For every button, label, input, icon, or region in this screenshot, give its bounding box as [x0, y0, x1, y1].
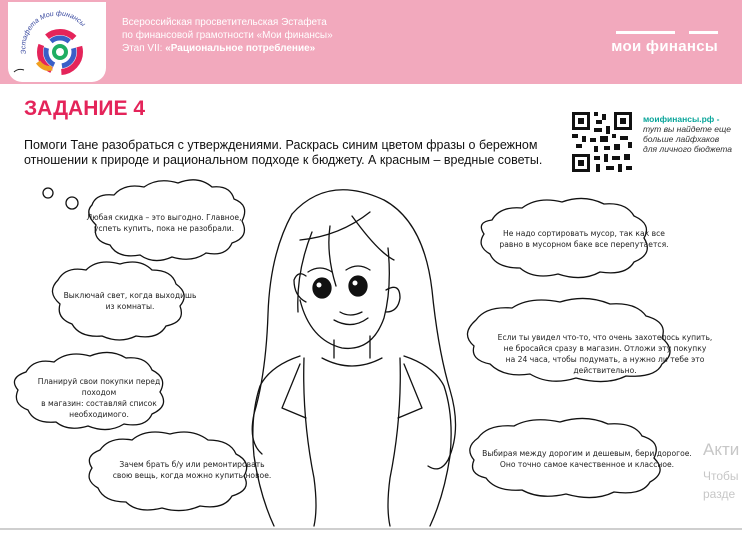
task-instruction: Помоги Тане разобраться с утверждениями. Раскрась синим цветом фразы о бережном отношении к природе и рациональном подходе к бюджету. А красным – вредные советы.	[24, 138, 543, 167]
activation-watermark-line-3: разде	[703, 487, 736, 501]
header-line-1: Всероссийская просветительская Эстафета	[122, 17, 327, 28]
bubble-4-line-2: свою вещь, когда можно купить новое.	[112, 471, 272, 480]
bubble-text-2	[60, 290, 200, 312]
bubble-2-line-2: из комнаты.	[105, 302, 155, 311]
bubble-text-4	[102, 459, 282, 481]
activation-watermark-text	[703, 467, 742, 503]
bubble-7-line-2: Оно точно самое качественное и классное.	[499, 460, 675, 469]
bubble-3-line-1: Планируй свои покупки перед походом	[37, 377, 161, 397]
bubble-1-line-2: успеть купить, пока не разобрали.	[93, 224, 235, 233]
bubble-6-line-1: Если ты увидел что-то, что очень захотелось купить,	[497, 333, 713, 342]
bubble-2-line-1: Выключай свет, когда выходишь	[63, 291, 197, 300]
brand-name: мои финансы	[611, 38, 718, 55]
qr-caption-text: тут вы найдете еще больше лайфхаков для личного бюджета	[643, 124, 732, 154]
bubble-6-line-3: на 24 часа, чтобы подумать, а нужно ли тебе это действительно.	[505, 355, 705, 375]
bubble-text-5	[494, 228, 674, 250]
bubble-text-1	[84, 212, 244, 234]
header-stage-prefix: Этап VII:	[122, 43, 166, 54]
task-title: ЗАДАНИЕ 4	[24, 97, 146, 120]
bottom-divider	[0, 528, 742, 530]
bubble-5-line-1: Не надо сортировать мусор, так как все	[503, 229, 665, 238]
activation-watermark-title: Акти	[703, 440, 740, 459]
logo-text: Эстафета Мои финансы	[20, 10, 87, 55]
bubble-text-6	[476, 332, 734, 376]
bubble-5-line-2: равно в мусорном баке все перепутается.	[499, 240, 669, 249]
bubble-7-line-1: Выбирая между дорогим и дешевым, бери дорогое.	[482, 449, 692, 458]
activation-watermark-line-2: Чтобы	[703, 469, 739, 483]
header-stage-name: «Рациональное потребление»	[165, 43, 316, 54]
thought-dot	[43, 188, 53, 198]
girl-illustration	[252, 190, 455, 526]
site-link[interactable]: моифинансы.рф -	[643, 114, 720, 124]
thought-dot	[66, 197, 78, 209]
bubble-text-3	[24, 376, 174, 420]
bubble-3-line-2: в магазин: составляй список	[41, 399, 157, 408]
bubble-6-line-2: не бросайся сразу в магазин. Отложи эту покупку	[503, 344, 707, 353]
header-line-2: по финансовой грамотности «Мои финансы»	[122, 30, 333, 41]
bubble-text-7	[474, 448, 700, 470]
bubble-1-line-1: Любая скидка – это выгодно. Главное,	[86, 213, 242, 222]
bubble-3-line-3: необходимого.	[69, 410, 129, 419]
bubble-4-line-1: Зачем брать б/у или ремонтировать	[119, 460, 265, 469]
